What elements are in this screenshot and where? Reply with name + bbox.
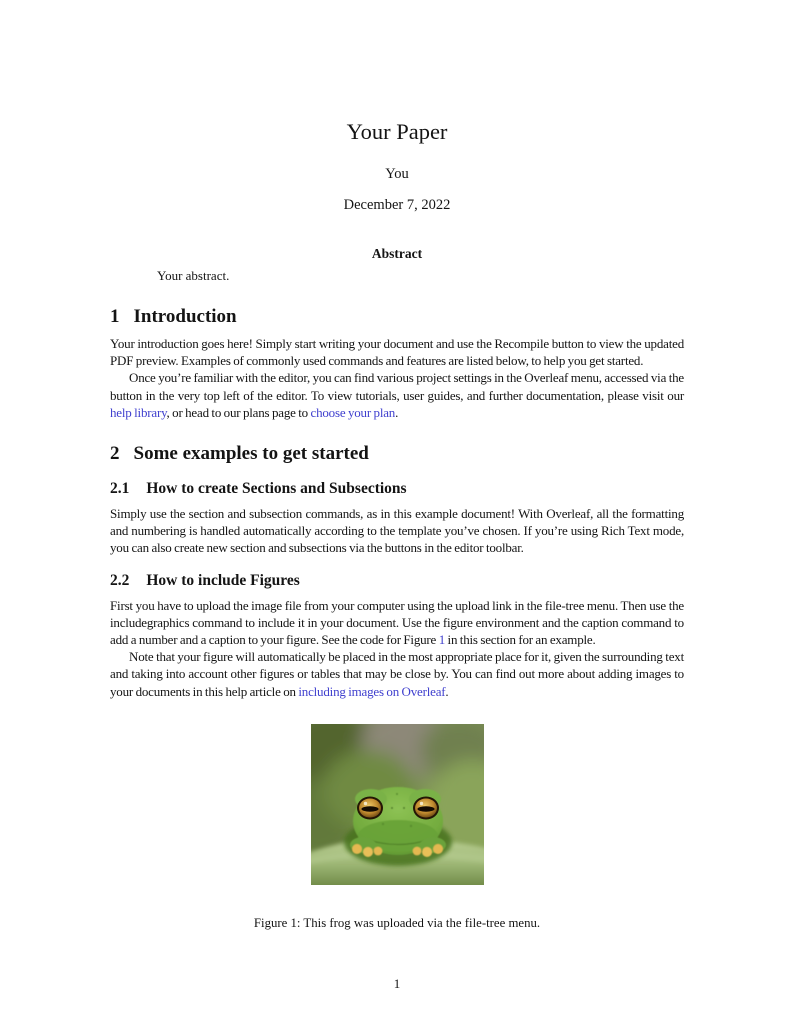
subsection-2-2-number: 2.2 xyxy=(110,571,130,589)
sections-paragraph: Simply use the section and subsection commands, as in this example document! With Overleaf, all the formatting and numbering is handled automatically according to the template you’ve chosen. If you’re using Rich Text mode, you can also create new section and subsections via the buttons in the editor toolbar. xyxy=(110,506,684,556)
page-number: 1 xyxy=(393,976,401,991)
paper-title: Your Paper xyxy=(346,119,448,144)
abstract-text: Your abstract. xyxy=(157,268,230,283)
figures-paragraph-2 xyxy=(110,648,684,700)
subsection-2-1-heading xyxy=(110,479,684,498)
intro-paragraph-1: Your introduction goes here! Simply start writing your document and use the Recompile button to view the updated PDF preview. Examples of commonly used commands and features are listed below, to help you get started. xyxy=(110,336,684,369)
paper-author: You xyxy=(385,166,409,182)
figure-1-reference-link[interactable]: 1 xyxy=(438,632,445,648)
figure-1 xyxy=(110,724,684,931)
help-library-link[interactable]: help library xyxy=(110,404,167,420)
abstract-heading: Abstract xyxy=(371,246,423,261)
choose-your-plan-link[interactable]: choose your plan xyxy=(310,404,396,420)
section-2-heading xyxy=(110,442,684,465)
intro-paragraph-2 xyxy=(110,369,684,421)
paragraph-text: , or head to our plans page to xyxy=(166,404,311,420)
paragraph-text: Note that your figure will automatically be placed in the most appropriate place for it, given the surrounding text and taking into account other figures or tables that may be close by. You can find out more about adding images to your documents in this help article on xyxy=(110,649,684,699)
subsection-2-1-title: How to create Sections and Subsections xyxy=(146,480,407,498)
subsection-2-2-heading xyxy=(110,571,684,590)
subsection-2-1-number: 2.1 xyxy=(110,480,130,498)
paragraph-text: Once you’re familiar with the editor, you can find various project settings in the Overleaf menu, accessed via the button in the very top left of the editor. To view tutorials, user guides, and further documentation, please visit our xyxy=(110,370,684,403)
paragraph-text: . xyxy=(445,683,449,699)
figures-paragraph-1 xyxy=(110,597,684,649)
figure-caption: Figure 1: This frog was uploaded via the file-tree menu. xyxy=(253,915,541,930)
frog-photo xyxy=(311,724,484,885)
section-1-heading xyxy=(110,305,684,328)
section-1-title: Introduction xyxy=(133,306,237,327)
paragraph-text: First you have to upload the image file from your computer using the upload link in the file-tree menu. Then use the includegraphics command to include it in your document. Use the figure environment and the caption command to add a number and a caption to your figure. See the code for Figure xyxy=(110,597,684,648)
paragraph-text: in this section for an example. xyxy=(445,632,596,648)
subsection-2-2-title: How to include Figures xyxy=(146,571,300,589)
section-2-number: 2 xyxy=(110,443,120,465)
section-1-number: 1 xyxy=(110,306,120,327)
paragraph-text: . xyxy=(395,404,399,420)
paper-date: December 7, 2022 xyxy=(343,197,451,213)
including-images-link[interactable]: including images on Overleaf xyxy=(298,683,446,699)
section-2-title: Some examples to get started xyxy=(133,443,369,465)
